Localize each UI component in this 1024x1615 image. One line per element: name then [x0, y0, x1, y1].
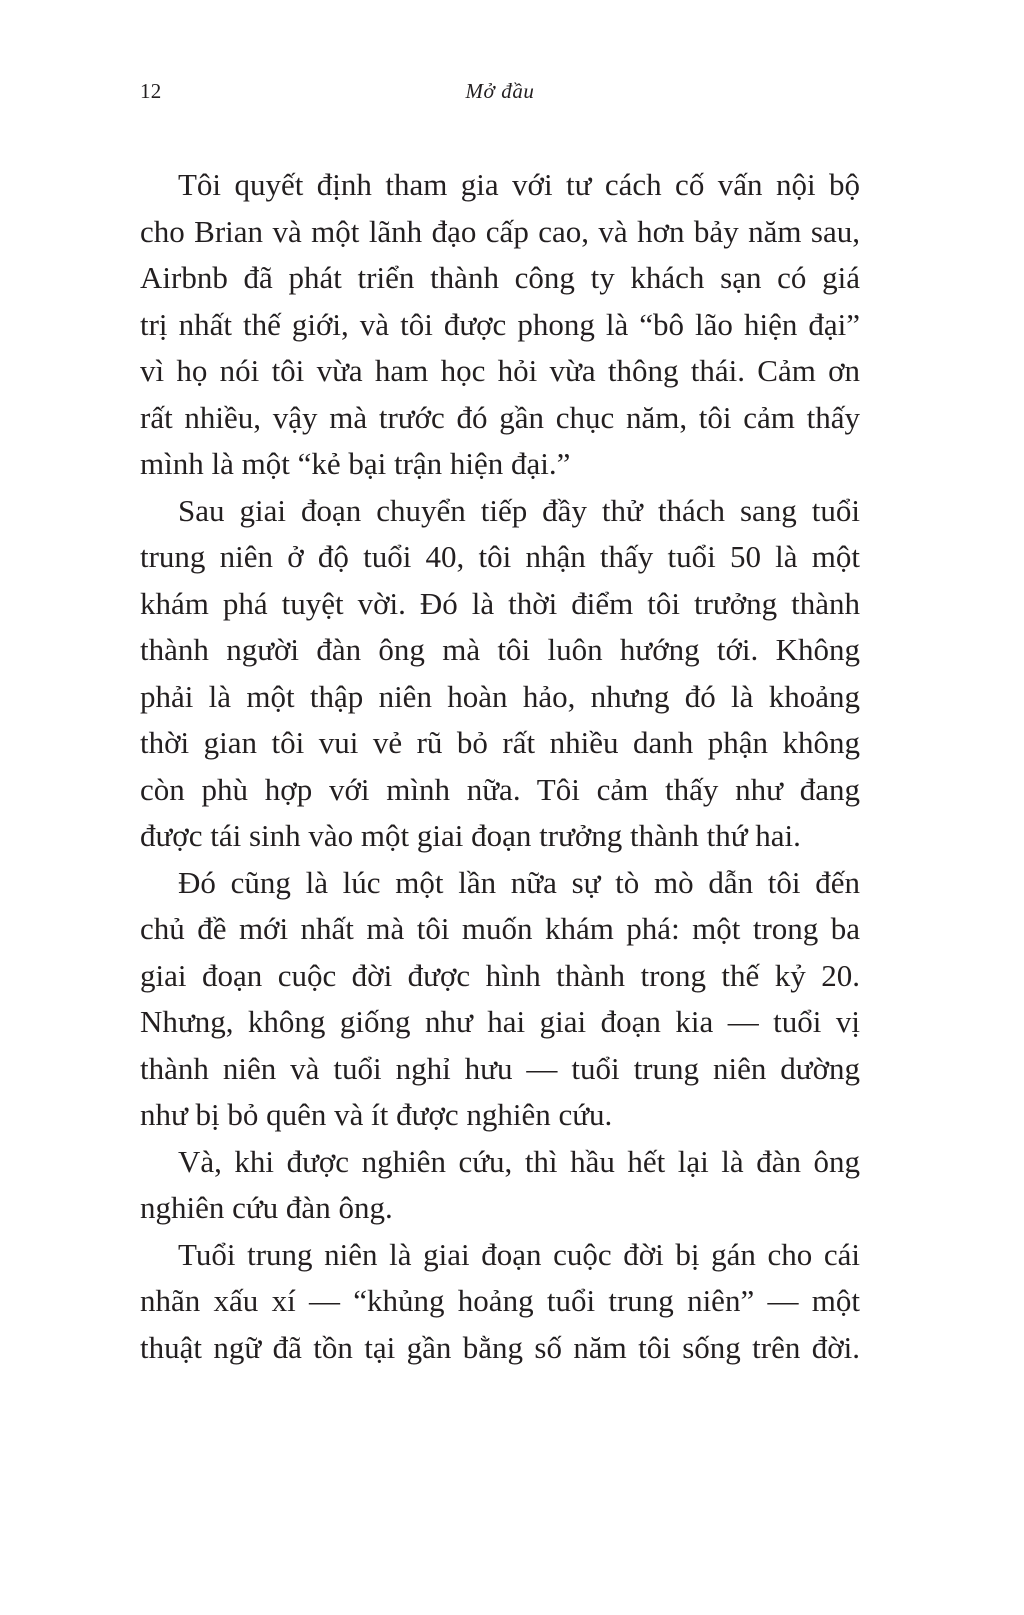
text-line: thành người đàn ông mà tôi luôn hướng tới. Không	[140, 632, 860, 667]
paragraph-5	[140, 1232, 860, 1372]
text-line: khám phá tuyệt vời. Đó là thời điểm tôi trưởng thành	[140, 585, 860, 621]
text-line: Tuổi trung niên là giai đoạn cuộc đời bị gán cho cái	[178, 1236, 860, 1272]
text-line: nghiên cứu đàn ông.	[140, 1190, 393, 1225]
text-line: còn phù hợp với mình nữa. Tôi cảm thấy như đang	[140, 771, 860, 807]
text-line: Airbnb đã phát triển thành công ty khách sạn có giá	[140, 260, 860, 295]
text-line: như bị bỏ quên và ít được nghiên cứu.	[140, 1097, 613, 1132]
text-line: thuật ngữ đã tồn tại gần bằng số năm tôi sống trên đời.	[140, 1329, 860, 1365]
page-number: 12	[140, 79, 162, 103]
text-line: Đó cũng là lúc một lần nữa sự tò mò dẫn tôi đến	[178, 864, 860, 900]
text-line: Sau giai đoạn chuyển tiếp đầy thử thách sang tuổi	[178, 492, 860, 528]
text-line: rất nhiều, vậy mà trước đó gần chục năm, tôi cảm thấy	[140, 399, 860, 435]
text-line: thành niên và tuổi nghỉ hưu — tuổi trung niên dường	[140, 1050, 860, 1086]
text-line: mình là một “kẻ bại trận hiện đại.”	[140, 446, 571, 481]
text-line: cho Brian và một lãnh đạo cấp cao, và hơn bảy năm sau,	[140, 213, 860, 249]
paragraph-4	[140, 1139, 860, 1232]
text-line: Nhưng, không giống như hai giai đoạn kia — tuổi vị	[140, 1004, 860, 1039]
text-line: chủ đề mới nhất mà tôi muốn khám phá: một trong ba	[140, 911, 860, 946]
running-head: Mở đầu	[465, 79, 535, 103]
text-line: Tôi quyết định tham gia với tư cách cố vấn nội bộ	[178, 167, 860, 202]
text-line: giai đoạn cuộc đời được hình thành trong thế kỷ 20.	[140, 957, 860, 993]
text-line: trung niên ở độ tuổi 40, tôi nhận thấy tuổi 50 là một	[140, 539, 860, 574]
page-header	[140, 76, 860, 106]
text-line: thời gian tôi vui vẻ rũ bỏ rất nhiều danh phận không	[140, 725, 860, 760]
text-line: Và, khi được nghiên cứu, thì hầu hết lại là đàn ông	[178, 1143, 860, 1179]
text-line: được tái sinh vào một giai đoạn trưởng thành thứ hai.	[140, 818, 801, 853]
paragraph-3	[140, 860, 860, 1139]
text-line: vì họ nói tôi vừa ham học hỏi vừa thông thái. Cảm ơn	[140, 353, 860, 388]
paragraph-1	[140, 162, 860, 488]
text-line: phải là một thập niên hoàn hảo, nhưng đó là khoảng	[140, 678, 860, 714]
body-text	[140, 162, 860, 1371]
text-line: nhãn xấu xí — “khủng hoảng tuổi trung niên” — một	[140, 1283, 860, 1318]
text-line: trị nhất thế giới, và tôi được phong là “bô lão hiện đại”	[140, 306, 860, 342]
paragraph-2	[140, 488, 860, 860]
